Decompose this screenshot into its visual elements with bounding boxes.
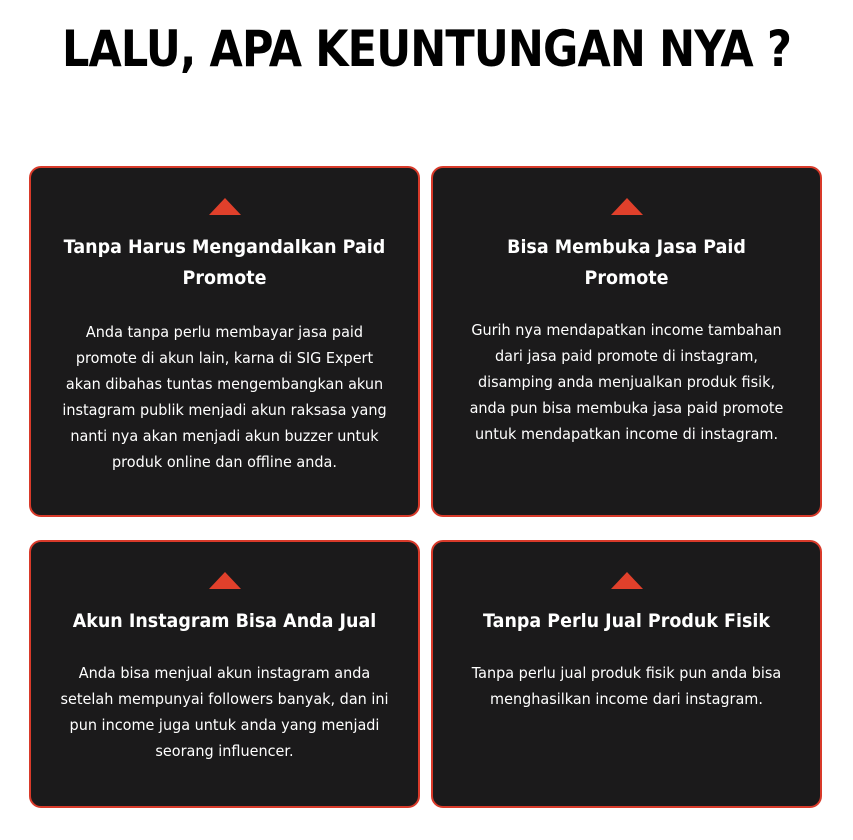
benefit-card-sell-account <box>29 540 420 808</box>
card-title: Tanpa Perlu Jual Produk Fisik <box>482 610 770 632</box>
triangle-up-icon <box>209 572 241 589</box>
card-title: Bisa Membuka Jasa Paid Promote <box>507 236 746 289</box>
benefit-card-open-paid-promote <box>431 166 822 517</box>
benefit-card-paid-promote-free <box>29 166 420 517</box>
triangle-up-icon <box>209 198 241 215</box>
triangle-up-icon <box>611 198 643 215</box>
card-description: Anda bisa menjual akun instagram anda setelah mempunyai followers banyak, dan ini pun income juga untuk anda yang menjadi seorang influencer. <box>60 664 389 760</box>
card-title: Tanpa Harus Mengandalkan Paid Promote <box>63 236 386 289</box>
triangle-up-icon <box>611 572 643 589</box>
card-title: Akun Instagram Bisa Anda Jual <box>72 610 377 632</box>
page-title: LALU, APA KEUNTUNGAN NYA ? <box>61 20 792 78</box>
card-description: Gurih nya mendapatkan income tambahan dari jasa paid promote di instagram, disamping anda menjualkan produk fisik, anda pun bisa membuka jasa paid promote untuk mendapatkan income di instagram. <box>469 321 784 443</box>
card-description: Anda tanpa perlu membayar jasa paid promote di akun lain, karna di SIG Expert akan dibahas tuntas mengembangkan akun instagram publik menjadi akun raksasa yang nanti nya akan menjadi akun buzzer untuk produk online dan offline anda. <box>62 323 387 471</box>
card-description: Tanpa perlu jual produk fisik pun anda bisa menghasilkan income dari instagram. <box>471 664 782 708</box>
benefit-card-no-physical-product <box>431 540 822 808</box>
